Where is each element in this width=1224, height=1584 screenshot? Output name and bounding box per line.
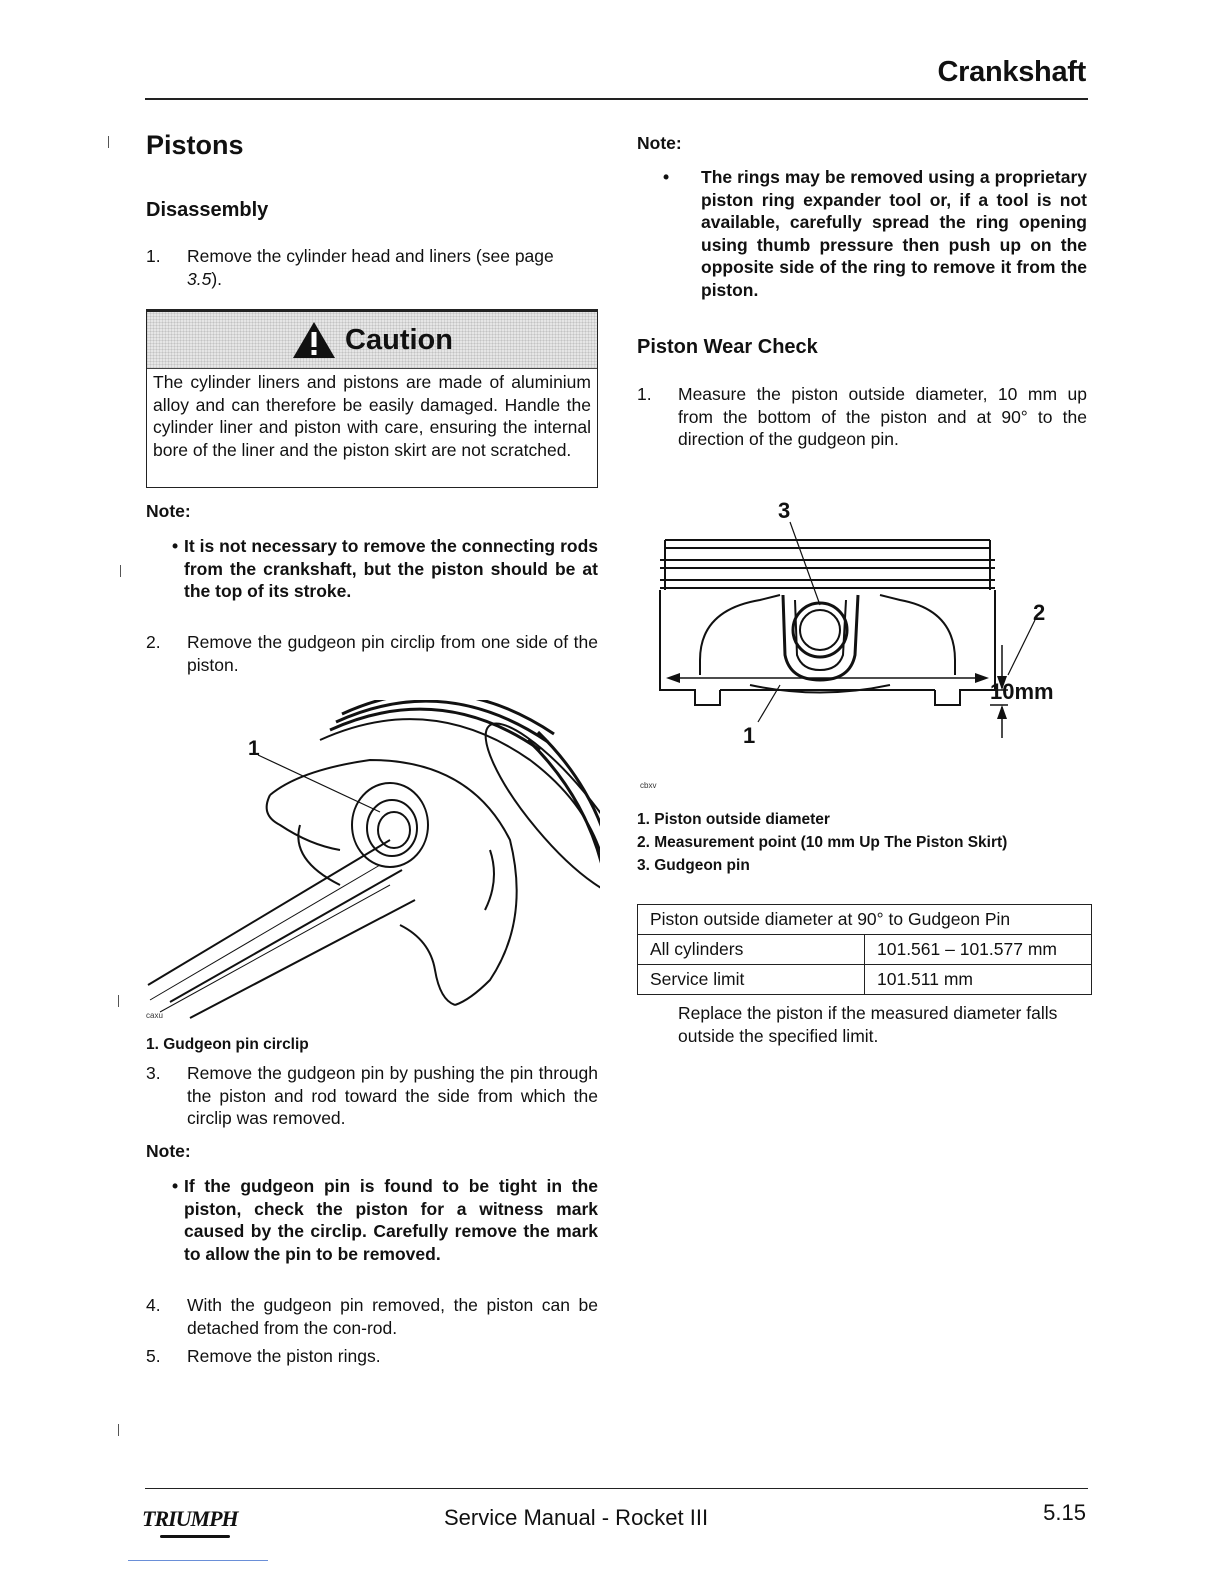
- brand-logo: TRIUMPH: [142, 1506, 238, 1531]
- margin-mark: [120, 565, 121, 577]
- figure-caption-1: 1. Piston outside diameter: [637, 811, 830, 828]
- table-header: Piston outside diameter at 90° to Gudgeon Pin: [638, 905, 1092, 935]
- piston-conrod-figure: [140, 700, 600, 1025]
- spec-table: [637, 904, 1092, 995]
- figure-code: cbxv: [640, 781, 657, 790]
- footer-link-line: [128, 1560, 268, 1561]
- header-rule: [145, 98, 1088, 100]
- piston-measurement-figure: [640, 490, 1080, 790]
- page-heading: Pistons: [146, 130, 244, 160]
- warning-icon: [291, 320, 337, 360]
- step-4: 4. With the gudgeon pin removed, the piston can be detached from the con-rod.: [146, 1295, 598, 1338]
- note-label: Note:: [637, 133, 682, 153]
- bullet-icon: •: [172, 536, 179, 556]
- note-bullet: • It is not necessary to remove the connecting rods from the crankshaft, but the piston should be at the top of its stroke.: [146, 535, 598, 603]
- footer-title: Service Manual - Rocket III: [444, 1505, 709, 1530]
- step-3: 3. Remove the gudgeon pin by pushing the pin through the piston and rod toward the side from which the circlip was removed.: [146, 1063, 598, 1128]
- wear-step-1: 1. Measure the piston outside diameter, 10 mm up from the bottom of the piston and at 90° to the direction of the gudgeon pin.: [637, 384, 1087, 449]
- margin-mark: [108, 136, 109, 148]
- step-1: 1. Remove the cylinder head and liners (see page 3.5).: [146, 246, 554, 289]
- page-number: 5.15: [1043, 1500, 1086, 1525]
- step-2: 2. Remove the gudgeon pin circlip from one side of the piston.: [146, 632, 598, 675]
- table-row: [638, 905, 1092, 935]
- logo-swoosh: [160, 1535, 230, 1538]
- figure-caption-3: 3. Gudgeon pin: [637, 857, 750, 874]
- callout-2: 2: [1033, 600, 1046, 625]
- caution-label: Caution: [345, 323, 453, 356]
- disassembly-heading: Disassembly: [146, 199, 269, 221]
- table-row: [638, 935, 1092, 965]
- margin-mark: [118, 1424, 119, 1436]
- note-bullet: • If the gudgeon pin is found to be tight in the piston, check the piston for a witness mark caused by the circlip. Carefully remove the mark to allow the pin to be removed.: [146, 1175, 598, 1265]
- figure-caption: 1. Gudgeon pin circlip: [146, 1036, 309, 1053]
- callout-1: 1: [743, 723, 756, 748]
- margin-mark: [118, 995, 119, 1007]
- note-bullet: • The rings may be removed using a proprietary piston ring expander tool or, if a tool is not available, carefully spread the ring opening using thumb pressure then push up on the opposite side of the ring to remove it from the piston.: [637, 166, 1087, 301]
- table-cell: 101.511 mm: [865, 965, 1092, 995]
- page-reference: 3.5: [187, 268, 212, 289]
- replace-note: Replace the piston if the measured diameter falls outside the specified limit.: [678, 1003, 1058, 1046]
- note-label: Note:: [146, 501, 191, 521]
- figure-caption-2: 2. Measurement point (10 mm Up The Piston Skirt): [637, 834, 1008, 851]
- table-cell: Service limit: [638, 965, 865, 995]
- bullet-icon: •: [663, 167, 670, 187]
- table-cell: All cylinders: [638, 935, 865, 965]
- section-title: Crankshaft: [937, 56, 1086, 88]
- figure-code: caxu: [146, 1011, 163, 1020]
- bullet-icon: •: [172, 1176, 179, 1196]
- caution-box: [146, 309, 598, 488]
- caution-text: The cylinder liners and pistons are made of aluminium alloy and can therefore be easily damaged. Handle the cylinder liner and piston with care, ensuring the internal bore of the liner and the piston skirt are not scratched.: [153, 372, 591, 460]
- figure-callout: 1: [248, 737, 260, 760]
- note-label: Note:: [146, 1141, 191, 1161]
- footer-rule: [145, 1488, 1088, 1489]
- table-row: [638, 965, 1092, 995]
- caution-banner: [147, 312, 597, 369]
- dimension-label: 10mm: [990, 679, 1054, 704]
- step-5: 5. Remove the piston rings.: [146, 1346, 381, 1366]
- wear-check-heading: Piston Wear Check: [637, 336, 818, 358]
- callout-3: 3: [778, 498, 791, 523]
- table-cell: 101.561 – 101.577 mm: [865, 935, 1092, 965]
